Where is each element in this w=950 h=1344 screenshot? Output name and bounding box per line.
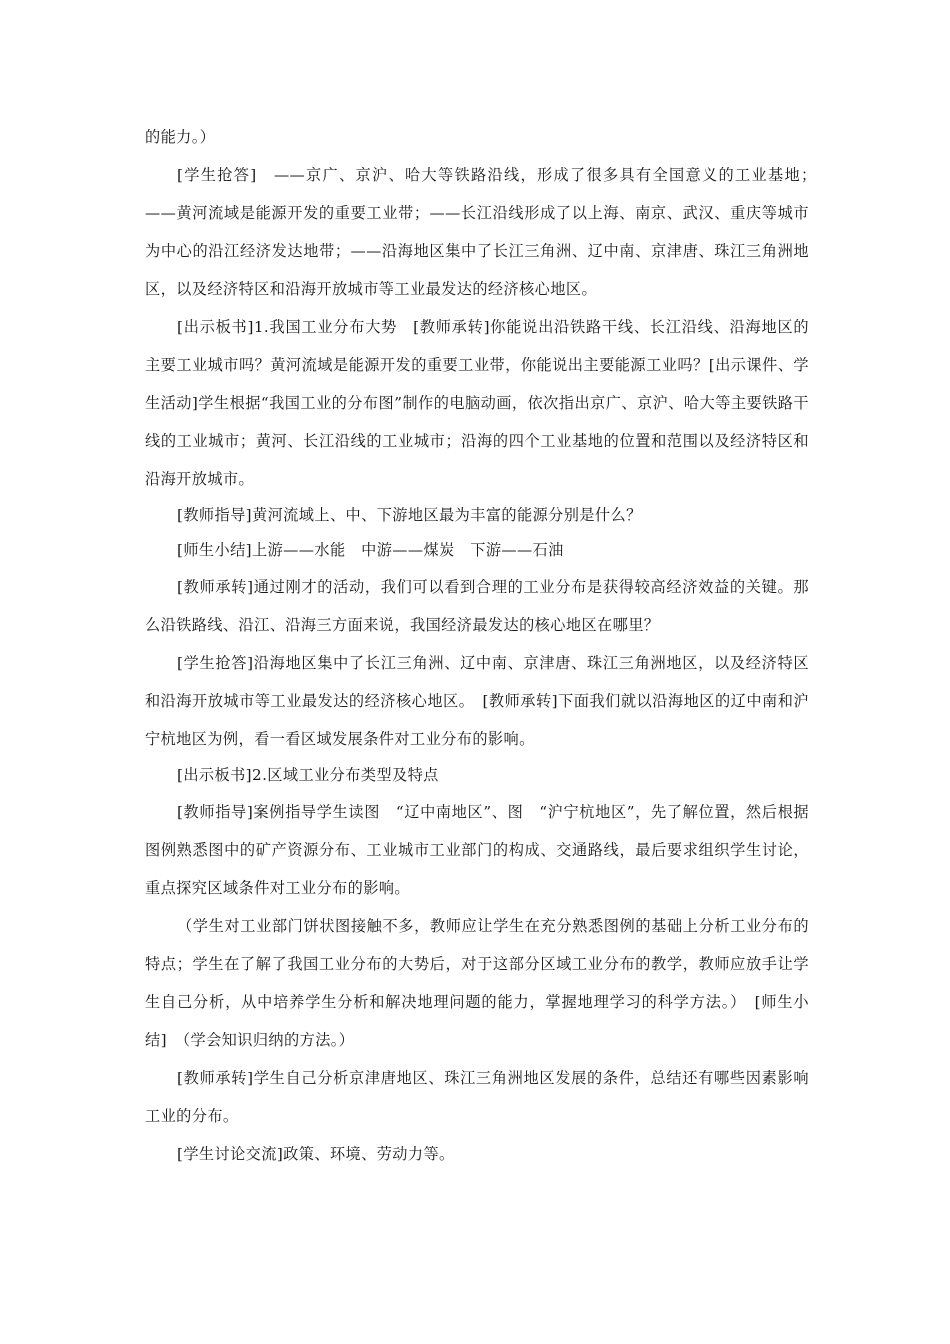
paragraph-teaching-note: （学生对工业部门饼状图接触不多，教师应让学生在充分熟悉图例的基础上分析工业分布的特点；学生在了解了我国工业分布的大势后，对于这部分区域工业分布的教学，教师应放手让学生自己分析，从中培养学生分析和解决地理问题的能力，掌握地理学习的科学方法。） [师生小结] （学会知识归纳的方法。） bbox=[145, 917, 809, 1049]
paragraph-summary-1: [师生小结]上游——水能 中游——煤炭 下游——石油 bbox=[177, 541, 564, 559]
paragraph-teacher-guide-1: [教师指导]黄河流域上、中、下游地区最为丰富的能源分别是什么？ bbox=[177, 506, 642, 524]
paragraph-student-answer-2: [学生抢答]沿海地区集中了长江三角洲、辽中南、京津唐、珠江三角洲地区，以及经济特区和沿海开放城市等工业最发达的经济核心地区。 [教师承转]下面我们就以沿海地区的辽中南和沪宁杭地区为例，看一看区域发展条件对工业分布的影响。 bbox=[145, 654, 809, 748]
paragraph-teacher-guide-2: [教师指导]案例指导学生读图 “辽中南地区”、图 “沪宁杭地区”，先了解位置，然后根据图例熟悉图中的矿产资源分布、工业城市工业部门的构成、交通路线，最后要求组织学生讨论，重点探究区域条件对工业分布的影响。 bbox=[145, 803, 809, 897]
paragraph-board-2: [出示板书]2.区域工业分布类型及特点 bbox=[177, 766, 439, 784]
paragraph-continuation: 的能力。） bbox=[145, 128, 216, 146]
paragraph-teacher-transition-2: [教师承转]学生自己分析京津唐地区、珠江三角洲地区发展的条件，总结还有哪些因素影响工业的分布。 bbox=[145, 1069, 809, 1125]
paragraph-board-1: [出示板书]1.我国工业分布大势 [教师承转]你能说出沿铁路干线、长江沿线、沿海地区的主要工业城市吗？黄河流域是能源开发的重要工业带，你能说出主要能源工业吗？[出示课件、学生活动]学生根据“我国工业的分布图”制作的电脑动画，依次指出京广、京沪、哈大等主要铁路干线的工业城市；黄河、长江沿线的工业城市；沿海的四个工业基地的位置和范围以及经济特区和沿海开放城市。 bbox=[145, 318, 809, 488]
paragraph-teacher-transition-1: [教师承转]通过刚才的活动，我们可以看到合理的工业分布是获得较高经济效益的关键。那么沿铁路线、沿江、沿海三方面来说，我国经济最发达的核心地区在哪里？ bbox=[145, 578, 809, 634]
paragraph-student-answer-1: [学生抢答] ——京广、京沪、哈大等铁路沿线，形成了很多具有全国意义的工业基地； ——黄河流域是能源开发的重要工业带；——长江沿线形成了以上海、南京、武汉、重庆等城市为中心的沿江经济发达地带；——沿海地区集中了长江三角洲、辽中南、京津唐、珠江三角洲地区，以及经济特区和沿海开放城市等工业最发达的经济核心地区。 bbox=[145, 166, 825, 298]
document-page bbox=[145, 118, 825, 1173]
paragraph-student-discussion: [学生讨论交流]政策、环境、劳动力等。 bbox=[177, 1145, 455, 1163]
